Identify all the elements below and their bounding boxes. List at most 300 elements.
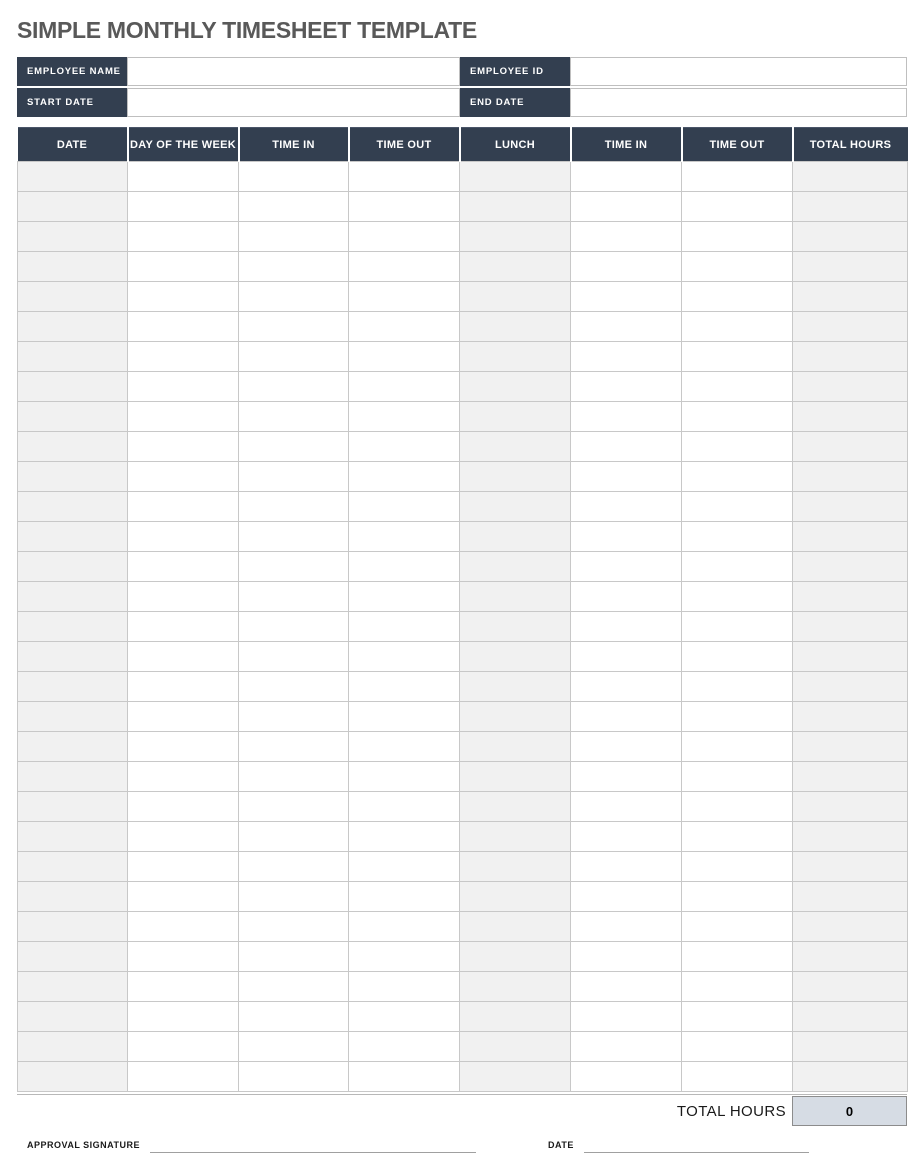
- table-row: [18, 822, 908, 852]
- table-cell[interactable]: [239, 282, 349, 312]
- table-row: [18, 432, 908, 462]
- table-cell[interactable]: [571, 222, 682, 252]
- table-cell[interactable]: [128, 522, 239, 552]
- table-cell[interactable]: [239, 492, 349, 522]
- table-cell[interactable]: [682, 852, 793, 882]
- approval-footer: [17, 1140, 907, 1153]
- end-date-label: END DATE: [460, 88, 570, 117]
- table-cell[interactable]: [18, 582, 128, 612]
- table-cell[interactable]: [460, 342, 571, 372]
- table-row: [18, 1002, 908, 1032]
- table-cell[interactable]: [128, 732, 239, 762]
- table-cell[interactable]: [128, 762, 239, 792]
- table-cell[interactable]: [571, 1062, 682, 1092]
- table-cell[interactable]: [239, 342, 349, 372]
- table-cell[interactable]: [793, 1032, 908, 1062]
- table-cell[interactable]: [460, 1062, 571, 1092]
- table-cell[interactable]: [128, 822, 239, 852]
- table-cell[interactable]: [793, 1002, 908, 1032]
- table-row: [18, 312, 908, 342]
- table-cell[interactable]: [18, 612, 128, 642]
- table-cell[interactable]: [18, 192, 128, 222]
- table-cell[interactable]: [18, 1002, 128, 1032]
- table-cell[interactable]: [571, 522, 682, 552]
- table-row: [18, 192, 908, 222]
- table-cell[interactable]: [682, 192, 793, 222]
- table-row: [18, 552, 908, 582]
- table-cell[interactable]: [682, 942, 793, 972]
- table-cell[interactable]: [18, 882, 128, 912]
- timesheet-table: [17, 127, 908, 1092]
- table-cell[interactable]: [793, 792, 908, 822]
- table-row: [18, 252, 908, 282]
- table-cell[interactable]: [682, 282, 793, 312]
- table-cell[interactable]: [793, 822, 908, 852]
- table-cell[interactable]: [460, 222, 571, 252]
- table-cell[interactable]: [239, 432, 349, 462]
- table-cell[interactable]: [18, 1062, 128, 1092]
- approval-signature-label: APPROVAL SIGNATURE: [27, 1140, 141, 1150]
- table-cell[interactable]: [460, 312, 571, 342]
- table-cell[interactable]: [682, 882, 793, 912]
- table-cell[interactable]: [682, 912, 793, 942]
- table-cell[interactable]: [349, 762, 460, 792]
- table-cell[interactable]: [571, 582, 682, 612]
- start-date-label: START DATE: [17, 88, 127, 117]
- table-cell[interactable]: [349, 192, 460, 222]
- table-cell[interactable]: [793, 972, 908, 1002]
- table-cell[interactable]: [682, 222, 793, 252]
- table-cell[interactable]: [128, 912, 239, 942]
- table-cell[interactable]: [571, 732, 682, 762]
- table-cell[interactable]: [18, 852, 128, 882]
- table-cell[interactable]: [793, 252, 908, 282]
- table-cell[interactable]: [349, 732, 460, 762]
- table-cell[interactable]: [349, 522, 460, 552]
- table-cell[interactable]: [682, 1062, 793, 1092]
- table-cell[interactable]: [682, 462, 793, 492]
- table-cell[interactable]: [571, 672, 682, 702]
- table-cell[interactable]: [793, 882, 908, 912]
- table-cell[interactable]: [239, 852, 349, 882]
- table-cell[interactable]: [349, 492, 460, 522]
- table-cell[interactable]: [460, 192, 571, 222]
- table-row: [18, 1032, 908, 1062]
- table-cell[interactable]: [18, 312, 128, 342]
- table-cell[interactable]: [682, 162, 793, 192]
- table-cell[interactable]: [460, 912, 571, 942]
- table-cell[interactable]: [571, 852, 682, 882]
- table-cell[interactable]: [18, 762, 128, 792]
- column-header-lunch: LUNCH: [460, 128, 571, 162]
- table-cell[interactable]: [239, 312, 349, 342]
- table-cell[interactable]: [460, 852, 571, 882]
- table-cell[interactable]: [682, 972, 793, 1002]
- table-cell[interactable]: [571, 252, 682, 282]
- table-cell[interactable]: [571, 822, 682, 852]
- table-cell[interactable]: [682, 432, 793, 462]
- table-cell[interactable]: [239, 462, 349, 492]
- table-cell[interactable]: [349, 972, 460, 1002]
- table-cell[interactable]: [128, 252, 239, 282]
- table-cell[interactable]: [571, 312, 682, 342]
- table-cell[interactable]: [349, 222, 460, 252]
- table-cell[interactable]: [128, 972, 239, 1002]
- table-cell[interactable]: [793, 702, 908, 732]
- table-cell[interactable]: [239, 672, 349, 702]
- table-cell[interactable]: [18, 252, 128, 282]
- table-cell[interactable]: [793, 672, 908, 702]
- table-row: [18, 972, 908, 1002]
- table-row: [18, 942, 908, 972]
- table-cell[interactable]: [239, 762, 349, 792]
- table-cell[interactable]: [239, 702, 349, 732]
- column-header-total-hours: TOTAL HOURS: [793, 128, 908, 162]
- table-cell[interactable]: [349, 852, 460, 882]
- table-cell[interactable]: [460, 162, 571, 192]
- table-cell[interactable]: [793, 492, 908, 522]
- table-cell[interactable]: [349, 642, 460, 672]
- table-cell[interactable]: [18, 402, 128, 432]
- table-cell[interactable]: [460, 642, 571, 672]
- table-cell[interactable]: [682, 672, 793, 702]
- table-cell[interactable]: [571, 942, 682, 972]
- table-cell[interactable]: [682, 612, 793, 642]
- table-row: [18, 852, 908, 882]
- table-cell[interactable]: [128, 1002, 239, 1032]
- table-cell[interactable]: [239, 192, 349, 222]
- table-cell[interactable]: [239, 252, 349, 282]
- table-cell[interactable]: [128, 192, 239, 222]
- table-cell[interactable]: [18, 672, 128, 702]
- employee-name-field[interactable]: [127, 57, 460, 86]
- table-cell[interactable]: [239, 1002, 349, 1032]
- table-cell[interactable]: [128, 312, 239, 342]
- table-cell[interactable]: [18, 162, 128, 192]
- table-cell[interactable]: [793, 192, 908, 222]
- table-cell[interactable]: [793, 282, 908, 312]
- table-cell[interactable]: [460, 882, 571, 912]
- table-cell[interactable]: [682, 1002, 793, 1032]
- table-cell[interactable]: [18, 912, 128, 942]
- table-cell[interactable]: [682, 552, 793, 582]
- table-cell[interactable]: [460, 492, 571, 522]
- table-cell[interactable]: [349, 312, 460, 342]
- table-cell[interactable]: [571, 282, 682, 312]
- table-cell[interactable]: [128, 582, 239, 612]
- table-row: [18, 672, 908, 702]
- table-cell[interactable]: [349, 552, 460, 582]
- table-cell[interactable]: [128, 162, 239, 192]
- table-cell[interactable]: [460, 612, 571, 642]
- table-cell[interactable]: [571, 402, 682, 432]
- table-cell[interactable]: [128, 852, 239, 882]
- table-cell[interactable]: [460, 252, 571, 282]
- table-cell[interactable]: [349, 432, 460, 462]
- table-cell[interactable]: [460, 432, 571, 462]
- table-cell[interactable]: [239, 942, 349, 972]
- table-cell[interactable]: [571, 792, 682, 822]
- table-cell[interactable]: [239, 1062, 349, 1092]
- table-cell[interactable]: [18, 282, 128, 312]
- table-cell[interactable]: [460, 372, 571, 402]
- table-cell[interactable]: [460, 402, 571, 432]
- table-cell[interactable]: [18, 822, 128, 852]
- table-cell[interactable]: [682, 492, 793, 522]
- table-cell[interactable]: [571, 342, 682, 372]
- table-cell[interactable]: [18, 702, 128, 732]
- table-cell[interactable]: [239, 552, 349, 582]
- table-row: [18, 342, 908, 372]
- table-cell[interactable]: [349, 792, 460, 822]
- table-row: [18, 912, 908, 942]
- timesheet-body: [18, 162, 908, 1092]
- table-cell[interactable]: [682, 822, 793, 852]
- column-header-time-out-pm: TIME OUT: [682, 128, 793, 162]
- table-cell[interactable]: [571, 1002, 682, 1032]
- table-cell[interactable]: [239, 912, 349, 942]
- table-row: [18, 642, 908, 672]
- table-cell[interactable]: [571, 492, 682, 522]
- table-cell[interactable]: [128, 1062, 239, 1092]
- table-cell[interactable]: [460, 732, 571, 762]
- table-cell[interactable]: [239, 372, 349, 402]
- table-cell[interactable]: [128, 642, 239, 672]
- table-cell[interactable]: [128, 462, 239, 492]
- table-cell[interactable]: [349, 162, 460, 192]
- table-cell[interactable]: [18, 342, 128, 372]
- column-header-day-of-week: DAY OF THE WEEK: [128, 128, 239, 162]
- table-cell[interactable]: [571, 642, 682, 672]
- table-cell[interactable]: [18, 462, 128, 492]
- table-cell[interactable]: [239, 222, 349, 252]
- table-cell[interactable]: [460, 1002, 571, 1032]
- table-cell[interactable]: [460, 702, 571, 732]
- table-cell[interactable]: [239, 732, 349, 762]
- table-cell[interactable]: [18, 552, 128, 582]
- table-cell[interactable]: [460, 462, 571, 492]
- table-cell[interactable]: [128, 402, 239, 432]
- table-cell[interactable]: [239, 972, 349, 1002]
- table-cell[interactable]: [128, 792, 239, 822]
- table-cell[interactable]: [460, 582, 571, 612]
- table-cell[interactable]: [793, 732, 908, 762]
- start-date-field[interactable]: [127, 88, 460, 117]
- table-cell[interactable]: [349, 342, 460, 372]
- total-hours-value-box[interactable]: 0: [792, 1096, 907, 1126]
- table-cell[interactable]: [460, 552, 571, 582]
- table-cell[interactable]: [349, 1002, 460, 1032]
- table-cell[interactable]: [349, 462, 460, 492]
- table-cell[interactable]: [793, 852, 908, 882]
- table-cell[interactable]: [128, 672, 239, 702]
- table-cell[interactable]: [349, 282, 460, 312]
- table-cell[interactable]: [682, 372, 793, 402]
- column-header-time-in-pm: TIME IN: [571, 128, 682, 162]
- table-cell[interactable]: [460, 762, 571, 792]
- table-cell[interactable]: [128, 222, 239, 252]
- table-row: [18, 282, 908, 312]
- table-cell[interactable]: [460, 942, 571, 972]
- table-cell[interactable]: [682, 702, 793, 732]
- table-cell[interactable]: [239, 882, 349, 912]
- table-cell[interactable]: [18, 432, 128, 462]
- table-cell[interactable]: [682, 312, 793, 342]
- table-cell[interactable]: [682, 1032, 793, 1062]
- approval-signature-line[interactable]: [150, 1152, 476, 1153]
- table-cell[interactable]: [793, 552, 908, 582]
- table-cell[interactable]: [571, 762, 682, 792]
- table-cell[interactable]: [793, 402, 908, 432]
- table-cell[interactable]: [349, 882, 460, 912]
- table-cell[interactable]: [128, 372, 239, 402]
- table-row: [18, 222, 908, 252]
- table-cell[interactable]: [793, 312, 908, 342]
- table-cell[interactable]: [460, 282, 571, 312]
- column-header-time-in-am: TIME IN: [239, 128, 349, 162]
- table-cell[interactable]: [793, 1062, 908, 1092]
- table-cell[interactable]: [18, 732, 128, 762]
- table-cell[interactable]: [682, 762, 793, 792]
- table-cell[interactable]: [128, 342, 239, 372]
- table-cell[interactable]: [460, 1032, 571, 1062]
- table-cell[interactable]: [18, 372, 128, 402]
- table-cell[interactable]: [793, 942, 908, 972]
- table-cell[interactable]: [460, 792, 571, 822]
- table-cell[interactable]: [571, 552, 682, 582]
- table-cell[interactable]: [793, 432, 908, 462]
- table-row: [18, 792, 908, 822]
- table-cell[interactable]: [571, 162, 682, 192]
- table-cell[interactable]: [571, 372, 682, 402]
- table-cell[interactable]: [682, 732, 793, 762]
- table-cell[interactable]: [349, 582, 460, 612]
- table-cell[interactable]: [18, 972, 128, 1002]
- table-cell[interactable]: [793, 582, 908, 612]
- table-cell[interactable]: [349, 702, 460, 732]
- table-cell[interactable]: [793, 642, 908, 672]
- table-cell[interactable]: [793, 462, 908, 492]
- table-cell[interactable]: [571, 912, 682, 942]
- table-cell[interactable]: [18, 942, 128, 972]
- employee-info-block: [17, 57, 907, 117]
- employee-id-field[interactable]: [570, 57, 907, 86]
- date-line[interactable]: [584, 1152, 809, 1153]
- table-cell[interactable]: [128, 492, 239, 522]
- table-row: [18, 762, 908, 792]
- table-cell[interactable]: [239, 612, 349, 642]
- table-cell[interactable]: [349, 372, 460, 402]
- table-cell[interactable]: [239, 1032, 349, 1062]
- table-cell[interactable]: [793, 342, 908, 372]
- table-cell[interactable]: [18, 642, 128, 672]
- table-cell[interactable]: [682, 642, 793, 672]
- table-cell[interactable]: [793, 372, 908, 402]
- table-cell[interactable]: [793, 522, 908, 552]
- table-cell[interactable]: [239, 522, 349, 552]
- table-cell[interactable]: [571, 1032, 682, 1062]
- table-cell[interactable]: [571, 462, 682, 492]
- employee-id-label: EMPLOYEE ID: [460, 57, 570, 86]
- table-cell[interactable]: [349, 1032, 460, 1062]
- table-cell[interactable]: [239, 402, 349, 432]
- table-cell[interactable]: [349, 612, 460, 642]
- table-cell[interactable]: [349, 942, 460, 972]
- table-cell[interactable]: [460, 972, 571, 1002]
- table-cell[interactable]: [682, 252, 793, 282]
- table-cell[interactable]: [349, 672, 460, 702]
- table-cell[interactable]: [793, 222, 908, 252]
- table-cell[interactable]: [349, 912, 460, 942]
- table-cell[interactable]: [349, 822, 460, 852]
- table-cell[interactable]: [682, 342, 793, 372]
- table-cell[interactable]: [460, 672, 571, 702]
- table-header-row: [18, 128, 908, 162]
- total-hours-label: TOTAL HOURS: [676, 1102, 786, 1120]
- date-label: DATE: [548, 1140, 574, 1150]
- table-cell[interactable]: [682, 582, 793, 612]
- table-cell[interactable]: [793, 612, 908, 642]
- table-cell[interactable]: [239, 642, 349, 672]
- table-cell[interactable]: [18, 792, 128, 822]
- table-cell[interactable]: [571, 882, 682, 912]
- table-cell[interactable]: [793, 762, 908, 792]
- table-cell[interactable]: [682, 522, 793, 552]
- table-cell[interactable]: [128, 702, 239, 732]
- table-cell[interactable]: [571, 192, 682, 222]
- table-cell[interactable]: [460, 822, 571, 852]
- table-cell[interactable]: [128, 882, 239, 912]
- table-cell[interactable]: [239, 582, 349, 612]
- table-cell[interactable]: [571, 432, 682, 462]
- table-cell[interactable]: [682, 792, 793, 822]
- table-cell[interactable]: [571, 972, 682, 1002]
- table-cell[interactable]: [128, 552, 239, 582]
- table-cell[interactable]: [18, 492, 128, 522]
- table-cell[interactable]: [239, 792, 349, 822]
- table-cell[interactable]: [128, 282, 239, 312]
- table-cell[interactable]: [239, 822, 349, 852]
- table-cell[interactable]: [349, 252, 460, 282]
- table-cell[interactable]: [128, 612, 239, 642]
- table-cell[interactable]: [128, 432, 239, 462]
- table-row: [18, 522, 908, 552]
- table-row: [18, 372, 908, 402]
- table-row: [18, 732, 908, 762]
- table-row: [18, 162, 908, 192]
- table-cell[interactable]: [793, 162, 908, 192]
- column-header-date: DATE: [18, 128, 128, 162]
- table-cell[interactable]: [793, 912, 908, 942]
- table-cell[interactable]: [18, 1032, 128, 1062]
- table-cell[interactable]: [460, 522, 571, 552]
- table-cell[interactable]: [571, 612, 682, 642]
- table-cell[interactable]: [18, 222, 128, 252]
- column-header-time-out-am: TIME OUT: [349, 128, 460, 162]
- end-date-field[interactable]: [570, 88, 907, 117]
- table-cell[interactable]: [349, 402, 460, 432]
- table-cell[interactable]: [239, 162, 349, 192]
- totals-row: [17, 1096, 907, 1126]
- table-cell[interactable]: [128, 942, 239, 972]
- table-cell[interactable]: [18, 522, 128, 552]
- table-row: [18, 702, 908, 732]
- table-cell[interactable]: [128, 1032, 239, 1062]
- table-row: [18, 582, 908, 612]
- table-cell[interactable]: [349, 1062, 460, 1092]
- table-cell[interactable]: [682, 402, 793, 432]
- table-cell[interactable]: [571, 702, 682, 732]
